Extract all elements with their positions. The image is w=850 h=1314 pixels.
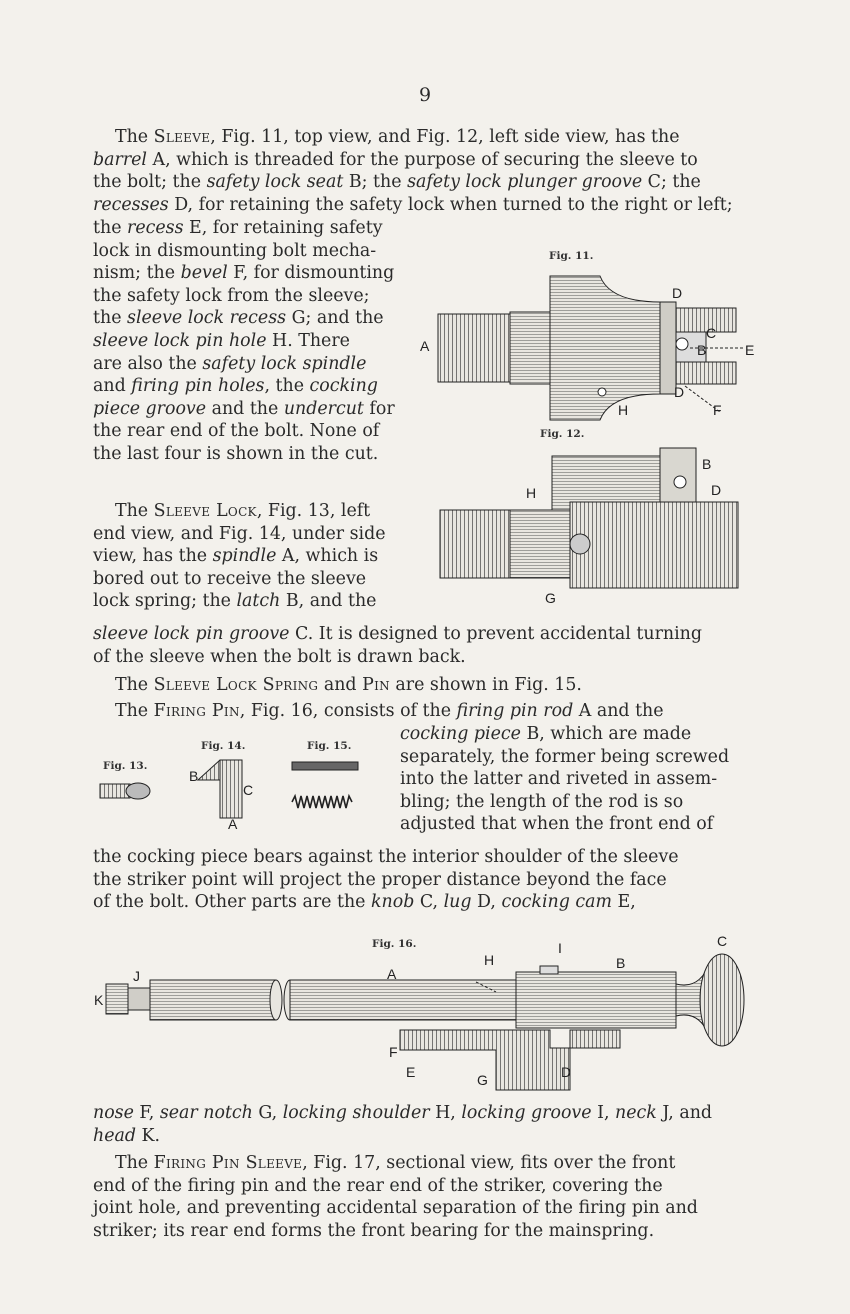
fig12-illustration — [440, 448, 740, 590]
paragraph-spring: The Sleeve Lock Spring and Pin are shown in Fig. 15. — [115, 675, 582, 695]
fig16-label-c: C — [717, 933, 728, 949]
fig15-illustration — [290, 760, 360, 820]
fig16-label-a: A — [387, 966, 397, 982]
paragraph-sleeve-narrow: the recess E, for retaining safety lock in dismounting bolt mecha- nism; the bevel F, for dismounting the safety lock from the sleeve; the sleeve lock recess G; and the sleeve lock pin hole H. There are also the safety lock spindle and firing pin holes, the cocking piece groove and the undercut for the rear end of the bolt. None of the last four is shown in the cut. — [93, 218, 395, 464]
paragraph-firing-pin-narrow: cocking piece B, which are made separately, the former being screwed into the latter and riveted in assem- bling; the length of the rod is so adjusted that when the front end of — [400, 724, 730, 835]
fig11-label-c: C — [706, 325, 717, 341]
fig11-illustration — [420, 262, 760, 427]
fig12-label-h: H — [526, 485, 537, 501]
fig11-label-d-bottom: D — [674, 384, 685, 400]
page-number: 9 — [418, 84, 432, 106]
fig16-label-b: B — [616, 955, 626, 971]
paragraph-sleeve: The Sleeve, Fig. 11, top view, and Fig. 12, left side view, has the barrel A, which is threaded for the purpose of securing the sleeve to the bolt; the safety lock seat B; the safety lock plunger groove C; the recesses D, for retaining the safety lock when turned to the right or left; — [93, 127, 733, 215]
fig16-label-h: H — [484, 952, 495, 968]
fig16-label-d: D — [561, 1064, 572, 1080]
fig16-label-i: I — [558, 940, 562, 956]
fig11-label-f: F — [713, 402, 722, 418]
fig16-label-g: G — [477, 1072, 488, 1088]
fig16-label-j: J — [133, 968, 140, 984]
fig11-label-a: A — [420, 338, 430, 354]
fig16-label-f: F — [389, 1044, 398, 1060]
fig16-label-e: E — [406, 1064, 416, 1080]
fig12-caption: Fig. 12. — [540, 428, 585, 440]
fig13-illustration — [100, 780, 152, 802]
paragraph-firing-pin: The Firing Pin, Fig. 16, consists of the firing pin rod A and the — [115, 701, 664, 721]
paragraph-parts: nose F, sear notch G, locking shoulder H, locking groove I, neck J, and head K. — [93, 1103, 713, 1146]
fig12-label-g: G — [545, 590, 556, 606]
fig11-label-h: H — [618, 402, 629, 418]
fig13-caption: Fig. 13. — [103, 760, 148, 772]
paragraph-firing-pin-cont: the cocking piece bears against the interior shoulder of the sleeve the striker point will project the proper distance beyond the face of the bolt. Other parts are the knob C, lug D, cocking cam E, — [93, 847, 679, 913]
fig16-label-k: K — [94, 992, 104, 1008]
fig16-caption: Fig. 16. — [372, 938, 417, 950]
paragraph-sleeve-lock: The Sleeve Lock, Fig. 13, left end view, and Fig. 14, under side view, has the spindle A, which is bored out to receive the sleeve lock spring; the latch B, and the — [93, 501, 386, 612]
fig14-label-b: B — [189, 768, 199, 784]
fig14-label-c: C — [243, 782, 254, 798]
fig14-illustration — [198, 760, 246, 818]
fig15-caption: Fig. 15. — [307, 740, 352, 752]
fig16-illustration — [100, 950, 750, 1090]
fig14-label-a: A — [228, 816, 238, 832]
paragraph-firing-pin-sleeve: The Firing Pin Sleeve, Fig. 17, sectional view, fits over the front end of the firing pin and the rear end of the striker, covering the joint hole, and preventing accidental separation of the firing pin and striker; its rear end forms the front bearing for the mainspring. — [93, 1153, 698, 1241]
fig11-label-e: E — [745, 342, 755, 358]
fig11-caption: Fig. 11. — [549, 250, 594, 262]
fig12-label-b: B — [702, 456, 712, 472]
fig11-label-d-top: D — [672, 285, 683, 301]
fig12-label-d: D — [711, 482, 722, 498]
fig11-label-b: B — [697, 342, 707, 358]
paragraph-sleeve-lock-cont: sleeve lock pin groove C. It is designed to prevent accidental turning of the sleeve when the bolt is drawn back. — [93, 624, 702, 667]
fig14-caption: Fig. 14. — [201, 740, 246, 752]
